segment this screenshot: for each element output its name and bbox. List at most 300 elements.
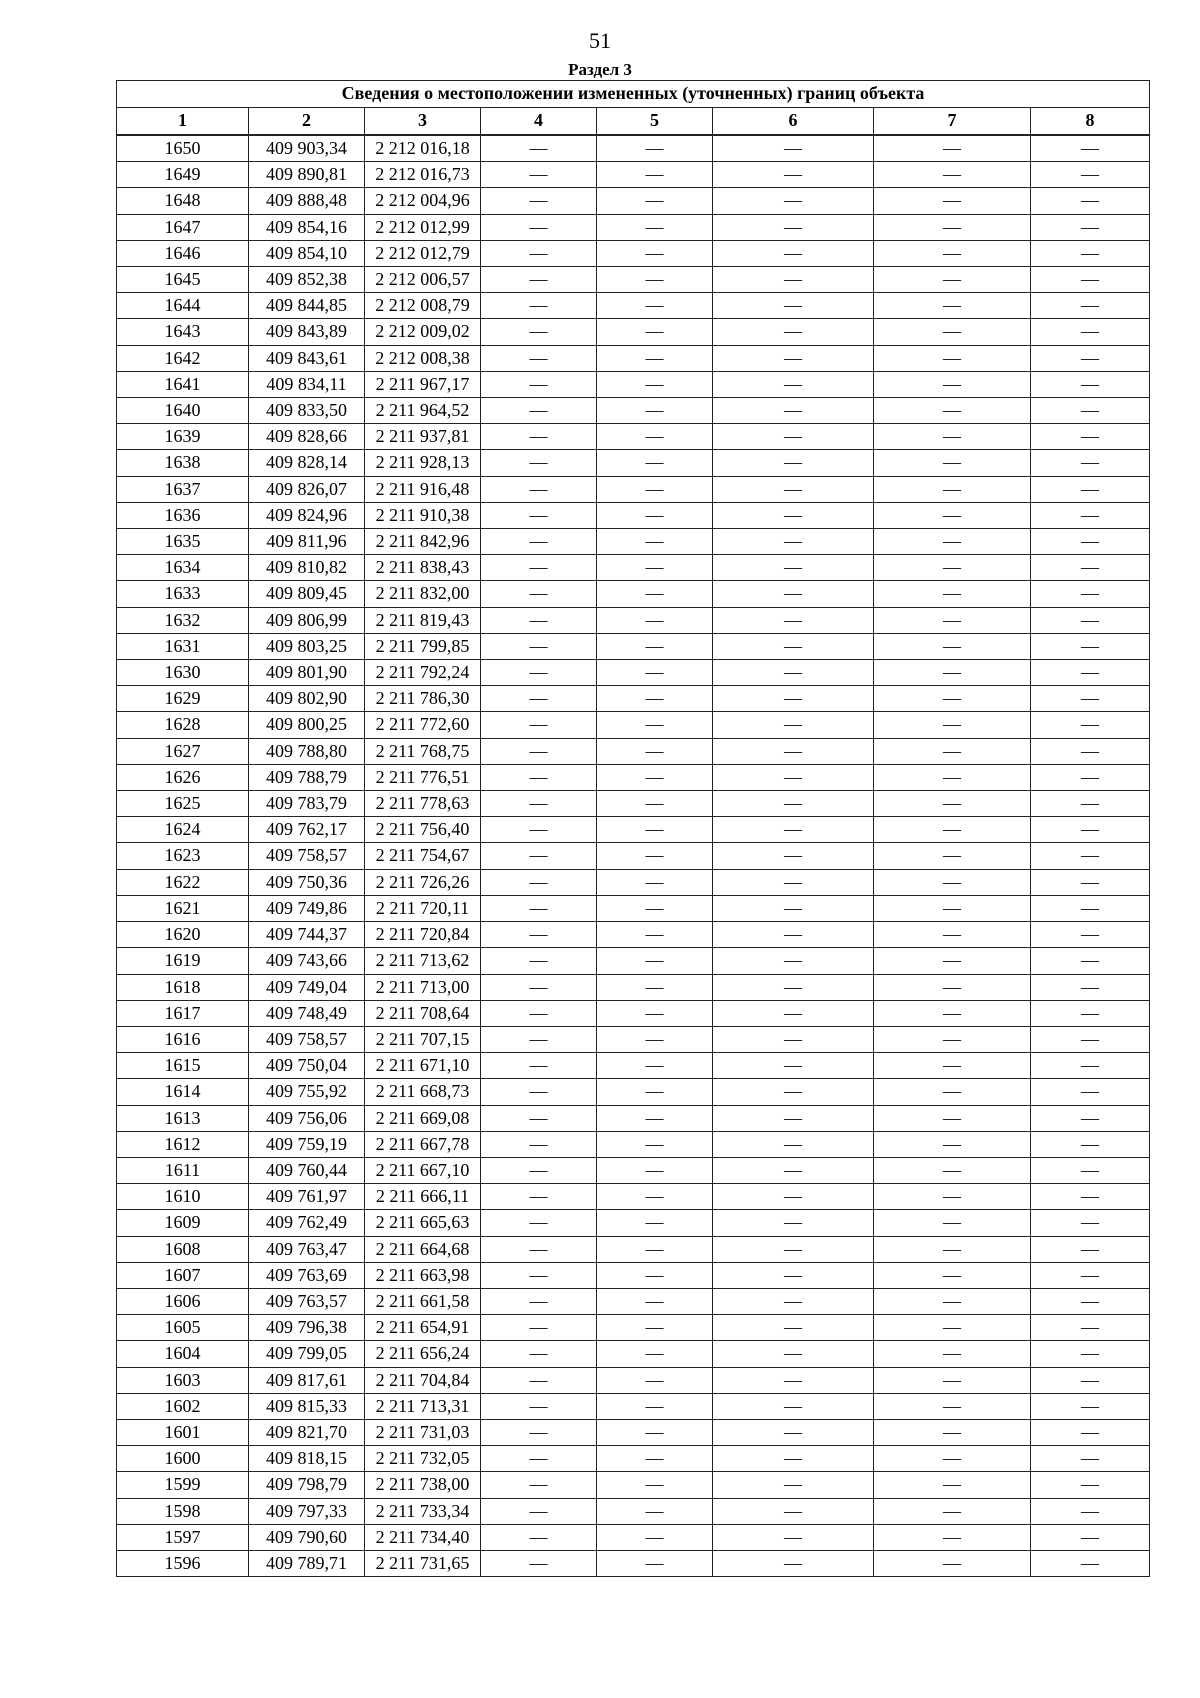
y-coordinate-cell: 2 211 964,52: [365, 398, 481, 424]
table-row: [117, 974, 1150, 1000]
empty-value-cell: —: [481, 791, 597, 817]
empty-value-cell: —: [597, 476, 713, 502]
empty-value-cell: —: [1031, 764, 1150, 790]
empty-value-cell: —: [874, 529, 1031, 555]
empty-value-cell: —: [481, 1157, 597, 1183]
y-coordinate-cell: 2 211 842,96: [365, 529, 481, 555]
empty-value-cell: —: [597, 162, 713, 188]
y-coordinate-cell: 2 211 708,64: [365, 1000, 481, 1026]
empty-value-cell: —: [597, 293, 713, 319]
empty-value-cell: —: [1031, 555, 1150, 581]
empty-value-cell: —: [874, 1341, 1031, 1367]
empty-value-cell: —: [597, 1524, 713, 1550]
empty-value-cell: —: [713, 1498, 874, 1524]
point-number-cell: 1634: [117, 555, 249, 581]
empty-value-cell: —: [874, 1079, 1031, 1105]
table-row: [117, 502, 1150, 528]
empty-value-cell: —: [874, 948, 1031, 974]
empty-value-cell: —: [597, 791, 713, 817]
y-coordinate-cell: 2 211 734,40: [365, 1524, 481, 1550]
y-coordinate-cell: 2 211 668,73: [365, 1079, 481, 1105]
empty-value-cell: —: [597, 1184, 713, 1210]
empty-value-cell: —: [1031, 529, 1150, 555]
empty-value-cell: —: [713, 1131, 874, 1157]
y-coordinate-cell: 2 211 928,13: [365, 450, 481, 476]
y-coordinate-cell: 2 211 754,67: [365, 843, 481, 869]
y-coordinate-cell: 2 211 726,26: [365, 869, 481, 895]
point-number-cell: 1624: [117, 817, 249, 843]
x-coordinate-cell: 409 750,04: [249, 1053, 365, 1079]
empty-value-cell: —: [1031, 817, 1150, 843]
point-number-cell: 1636: [117, 502, 249, 528]
x-coordinate-cell: 409 890,81: [249, 162, 365, 188]
x-coordinate-cell: 409 749,86: [249, 895, 365, 921]
empty-value-cell: —: [597, 895, 713, 921]
point-number-cell: 1627: [117, 738, 249, 764]
empty-value-cell: —: [597, 398, 713, 424]
point-number-cell: 1605: [117, 1315, 249, 1341]
column-header: 8: [1031, 108, 1150, 136]
empty-value-cell: —: [874, 922, 1031, 948]
table-row: [117, 1367, 1150, 1393]
table-row: [117, 1157, 1150, 1183]
point-number-cell: 1631: [117, 633, 249, 659]
y-coordinate-cell: 2 211 731,65: [365, 1550, 481, 1576]
table-body: [117, 135, 1150, 1577]
point-number-cell: 1602: [117, 1393, 249, 1419]
empty-value-cell: —: [597, 974, 713, 1000]
empty-value-cell: —: [874, 1131, 1031, 1157]
empty-value-cell: —: [597, 1262, 713, 1288]
column-header: 2: [249, 108, 365, 136]
point-number-cell: 1596: [117, 1550, 249, 1576]
point-number-cell: 1647: [117, 214, 249, 240]
empty-value-cell: —: [481, 1105, 597, 1131]
x-coordinate-cell: 409 762,17: [249, 817, 365, 843]
empty-value-cell: —: [597, 1157, 713, 1183]
point-number-cell: 1617: [117, 1000, 249, 1026]
empty-value-cell: —: [1031, 712, 1150, 738]
x-coordinate-cell: 409 815,33: [249, 1393, 365, 1419]
empty-value-cell: —: [1031, 1079, 1150, 1105]
empty-value-cell: —: [713, 319, 874, 345]
y-coordinate-cell: 2 211 666,11: [365, 1184, 481, 1210]
point-number-cell: 1649: [117, 162, 249, 188]
point-number-cell: 1633: [117, 581, 249, 607]
table-row: [117, 922, 1150, 948]
empty-value-cell: —: [713, 712, 874, 738]
empty-value-cell: —: [713, 162, 874, 188]
x-coordinate-cell: 409 828,66: [249, 424, 365, 450]
empty-value-cell: —: [713, 1053, 874, 1079]
empty-value-cell: —: [874, 1550, 1031, 1576]
empty-value-cell: —: [597, 1341, 713, 1367]
y-coordinate-cell: 2 211 756,40: [365, 817, 481, 843]
empty-value-cell: —: [713, 1393, 874, 1419]
table-row: [117, 843, 1150, 869]
x-coordinate-cell: 409 852,38: [249, 267, 365, 293]
table-row: [117, 450, 1150, 476]
x-coordinate-cell: 409 797,33: [249, 1498, 365, 1524]
empty-value-cell: —: [481, 607, 597, 633]
empty-value-cell: —: [481, 633, 597, 659]
point-number-cell: 1601: [117, 1419, 249, 1445]
empty-value-cell: —: [874, 581, 1031, 607]
x-coordinate-cell: 409 844,85: [249, 293, 365, 319]
empty-value-cell: —: [713, 1419, 874, 1445]
table-row: [117, 162, 1150, 188]
empty-value-cell: —: [1031, 869, 1150, 895]
x-coordinate-cell: 409 843,61: [249, 345, 365, 371]
empty-value-cell: —: [713, 869, 874, 895]
y-coordinate-cell: 2 212 008,79: [365, 293, 481, 319]
empty-value-cell: —: [1031, 450, 1150, 476]
point-number-cell: 1642: [117, 345, 249, 371]
empty-value-cell: —: [874, 1000, 1031, 1026]
empty-value-cell: —: [874, 162, 1031, 188]
x-coordinate-cell: 409 759,19: [249, 1131, 365, 1157]
table-row: [117, 764, 1150, 790]
empty-value-cell: —: [713, 345, 874, 371]
y-coordinate-cell: 2 211 669,08: [365, 1105, 481, 1131]
x-coordinate-cell: 409 817,61: [249, 1367, 365, 1393]
table-row: [117, 895, 1150, 921]
empty-value-cell: —: [1031, 843, 1150, 869]
empty-value-cell: —: [597, 424, 713, 450]
point-number-cell: 1630: [117, 660, 249, 686]
x-coordinate-cell: 409 760,44: [249, 1157, 365, 1183]
empty-value-cell: —: [481, 555, 597, 581]
x-coordinate-cell: 409 801,90: [249, 660, 365, 686]
empty-value-cell: —: [481, 529, 597, 555]
empty-value-cell: —: [597, 1446, 713, 1472]
table-row: [117, 1315, 1150, 1341]
empty-value-cell: —: [1031, 1210, 1150, 1236]
empty-value-cell: —: [713, 1315, 874, 1341]
empty-value-cell: —: [481, 1550, 597, 1576]
empty-value-cell: —: [481, 214, 597, 240]
y-coordinate-cell: 2 212 016,18: [365, 135, 481, 162]
table-row: [117, 1184, 1150, 1210]
empty-value-cell: —: [874, 214, 1031, 240]
y-coordinate-cell: 2 211 667,78: [365, 1131, 481, 1157]
table-title: Сведения о местоположении измененных (уточненных) границ объекта: [117, 81, 1150, 108]
point-number-cell: 1615: [117, 1053, 249, 1079]
y-coordinate-cell: 2 211 707,15: [365, 1026, 481, 1052]
empty-value-cell: —: [481, 686, 597, 712]
empty-value-cell: —: [874, 660, 1031, 686]
empty-value-cell: —: [597, 1236, 713, 1262]
empty-value-cell: —: [874, 1446, 1031, 1472]
x-coordinate-cell: 409 744,37: [249, 922, 365, 948]
column-header: 1: [117, 108, 249, 136]
empty-value-cell: —: [713, 371, 874, 397]
empty-value-cell: —: [713, 607, 874, 633]
empty-value-cell: —: [874, 1288, 1031, 1314]
x-coordinate-cell: 409 763,69: [249, 1262, 365, 1288]
empty-value-cell: —: [597, 607, 713, 633]
x-coordinate-cell: 409 750,36: [249, 869, 365, 895]
empty-value-cell: —: [481, 162, 597, 188]
empty-value-cell: —: [1031, 188, 1150, 214]
x-coordinate-cell: 409 903,34: [249, 135, 365, 162]
empty-value-cell: —: [597, 1367, 713, 1393]
table-row: [117, 1288, 1150, 1314]
point-number-cell: 1620: [117, 922, 249, 948]
empty-value-cell: —: [874, 1524, 1031, 1550]
table-row: [117, 1419, 1150, 1445]
empty-value-cell: —: [713, 267, 874, 293]
empty-value-cell: —: [713, 502, 874, 528]
y-coordinate-cell: 2 211 713,00: [365, 974, 481, 1000]
point-number-cell: 1632: [117, 607, 249, 633]
empty-value-cell: —: [1031, 686, 1150, 712]
empty-value-cell: —: [1031, 135, 1150, 162]
point-number-cell: 1644: [117, 293, 249, 319]
empty-value-cell: —: [713, 188, 874, 214]
empty-value-cell: —: [874, 1026, 1031, 1052]
point-number-cell: 1613: [117, 1105, 249, 1131]
x-coordinate-cell: 409 788,79: [249, 764, 365, 790]
x-coordinate-cell: 409 809,45: [249, 581, 365, 607]
empty-value-cell: —: [874, 398, 1031, 424]
table-row: [117, 1210, 1150, 1236]
empty-value-cell: —: [597, 1105, 713, 1131]
empty-value-cell: —: [1031, 214, 1150, 240]
empty-value-cell: —: [874, 974, 1031, 1000]
point-number-cell: 1597: [117, 1524, 249, 1550]
empty-value-cell: —: [597, 1498, 713, 1524]
empty-value-cell: —: [713, 450, 874, 476]
point-number-cell: 1603: [117, 1367, 249, 1393]
y-coordinate-cell: 2 212 004,96: [365, 188, 481, 214]
empty-value-cell: —: [597, 135, 713, 162]
empty-value-cell: —: [713, 1524, 874, 1550]
y-coordinate-cell: 2 211 967,17: [365, 371, 481, 397]
empty-value-cell: —: [597, 1079, 713, 1105]
empty-value-cell: —: [597, 1393, 713, 1419]
y-coordinate-cell: 2 211 778,63: [365, 791, 481, 817]
table-row: [117, 660, 1150, 686]
table-row: [117, 476, 1150, 502]
empty-value-cell: —: [1031, 948, 1150, 974]
point-number-cell: 1629: [117, 686, 249, 712]
empty-value-cell: —: [597, 450, 713, 476]
y-coordinate-cell: 2 211 667,10: [365, 1157, 481, 1183]
y-coordinate-cell: 2 212 016,73: [365, 162, 481, 188]
table-row: [117, 1393, 1150, 1419]
table-row: [117, 1131, 1150, 1157]
table-row: [117, 1472, 1150, 1498]
empty-value-cell: —: [481, 895, 597, 921]
point-number-cell: 1608: [117, 1236, 249, 1262]
empty-value-cell: —: [874, 135, 1031, 162]
point-number-cell: 1600: [117, 1446, 249, 1472]
column-header: 6: [713, 108, 874, 136]
empty-value-cell: —: [481, 922, 597, 948]
table-row: [117, 398, 1150, 424]
table-row: [117, 135, 1150, 162]
empty-value-cell: —: [1031, 738, 1150, 764]
empty-value-cell: —: [874, 1236, 1031, 1262]
empty-value-cell: —: [874, 1105, 1031, 1131]
empty-value-cell: —: [597, 214, 713, 240]
y-coordinate-cell: 2 211 768,75: [365, 738, 481, 764]
table-row: [117, 529, 1150, 555]
point-number-cell: 1638: [117, 450, 249, 476]
y-coordinate-cell: 2 211 733,34: [365, 1498, 481, 1524]
empty-value-cell: —: [874, 1419, 1031, 1445]
empty-value-cell: —: [481, 1131, 597, 1157]
empty-value-cell: —: [597, 712, 713, 738]
empty-value-cell: —: [874, 738, 1031, 764]
empty-value-cell: —: [1031, 424, 1150, 450]
empty-value-cell: —: [713, 1550, 874, 1576]
x-coordinate-cell: 409 762,49: [249, 1210, 365, 1236]
point-number-cell: 1623: [117, 843, 249, 869]
point-number-cell: 1643: [117, 319, 249, 345]
point-number-cell: 1616: [117, 1026, 249, 1052]
empty-value-cell: —: [481, 502, 597, 528]
point-number-cell: 1598: [117, 1498, 249, 1524]
empty-value-cell: —: [713, 1446, 874, 1472]
empty-value-cell: —: [481, 424, 597, 450]
empty-value-cell: —: [1031, 293, 1150, 319]
point-number-cell: 1650: [117, 135, 249, 162]
empty-value-cell: —: [874, 555, 1031, 581]
column-header: 5: [597, 108, 713, 136]
y-coordinate-cell: 2 211 776,51: [365, 764, 481, 790]
x-coordinate-cell: 409 803,25: [249, 633, 365, 659]
empty-value-cell: —: [481, 1524, 597, 1550]
x-coordinate-cell: 409 789,71: [249, 1550, 365, 1576]
empty-value-cell: —: [874, 267, 1031, 293]
table-row: [117, 240, 1150, 266]
empty-value-cell: —: [1031, 791, 1150, 817]
y-coordinate-cell: 2 212 012,79: [365, 240, 481, 266]
x-coordinate-cell: 409 756,06: [249, 1105, 365, 1131]
empty-value-cell: —: [874, 450, 1031, 476]
empty-value-cell: —: [874, 293, 1031, 319]
empty-value-cell: —: [1031, 267, 1150, 293]
table-row: [117, 267, 1150, 293]
empty-value-cell: —: [597, 1288, 713, 1314]
y-coordinate-cell: 2 211 713,62: [365, 948, 481, 974]
x-coordinate-cell: 409 743,66: [249, 948, 365, 974]
empty-value-cell: —: [713, 948, 874, 974]
empty-value-cell: —: [597, 764, 713, 790]
table-row: [117, 712, 1150, 738]
empty-value-cell: —: [874, 1053, 1031, 1079]
x-coordinate-cell: 409 854,16: [249, 214, 365, 240]
empty-value-cell: —: [713, 1472, 874, 1498]
empty-value-cell: —: [597, 345, 713, 371]
empty-value-cell: —: [597, 267, 713, 293]
empty-value-cell: —: [1031, 319, 1150, 345]
y-coordinate-cell: 2 211 654,91: [365, 1315, 481, 1341]
empty-value-cell: —: [597, 529, 713, 555]
table-row: [117, 1524, 1150, 1550]
empty-value-cell: —: [713, 633, 874, 659]
y-coordinate-cell: 2 211 786,30: [365, 686, 481, 712]
x-coordinate-cell: 409 755,92: [249, 1079, 365, 1105]
x-coordinate-cell: 409 763,47: [249, 1236, 365, 1262]
empty-value-cell: —: [713, 1367, 874, 1393]
empty-value-cell: —: [713, 555, 874, 581]
empty-value-cell: —: [481, 135, 597, 162]
y-coordinate-cell: 2 212 009,02: [365, 319, 481, 345]
table-row: [117, 869, 1150, 895]
empty-value-cell: —: [481, 1210, 597, 1236]
empty-value-cell: —: [1031, 660, 1150, 686]
table-row: [117, 1079, 1150, 1105]
page-number: 51: [589, 28, 611, 53]
empty-value-cell: —: [481, 1472, 597, 1498]
empty-value-cell: —: [874, 188, 1031, 214]
x-coordinate-cell: 409 758,57: [249, 1026, 365, 1052]
point-number-cell: 1626: [117, 764, 249, 790]
table-row: [117, 1105, 1150, 1131]
empty-value-cell: —: [481, 1498, 597, 1524]
empty-value-cell: —: [874, 1315, 1031, 1341]
y-coordinate-cell: 2 211 910,38: [365, 502, 481, 528]
point-number-cell: 1619: [117, 948, 249, 974]
empty-value-cell: —: [1031, 1550, 1150, 1576]
empty-value-cell: —: [874, 1367, 1031, 1393]
empty-value-cell: —: [1031, 581, 1150, 607]
empty-value-cell: —: [1031, 1472, 1150, 1498]
x-coordinate-cell: 409 796,38: [249, 1315, 365, 1341]
x-coordinate-cell: 409 800,25: [249, 712, 365, 738]
empty-value-cell: —: [481, 1053, 597, 1079]
x-coordinate-cell: 409 788,80: [249, 738, 365, 764]
empty-value-cell: —: [713, 424, 874, 450]
empty-value-cell: —: [713, 476, 874, 502]
y-coordinate-cell: 2 211 731,03: [365, 1419, 481, 1445]
empty-value-cell: —: [597, 1053, 713, 1079]
empty-value-cell: —: [481, 869, 597, 895]
table-row: [117, 293, 1150, 319]
empty-value-cell: —: [713, 581, 874, 607]
empty-value-cell: —: [481, 1315, 597, 1341]
table-row: [117, 214, 1150, 240]
empty-value-cell: —: [597, 633, 713, 659]
point-number-cell: 1607: [117, 1262, 249, 1288]
point-number-cell: 1635: [117, 529, 249, 555]
point-number-cell: 1645: [117, 267, 249, 293]
point-number-cell: 1628: [117, 712, 249, 738]
empty-value-cell: —: [1031, 1524, 1150, 1550]
empty-value-cell: —: [597, 319, 713, 345]
empty-value-cell: —: [874, 686, 1031, 712]
empty-value-cell: —: [713, 1236, 874, 1262]
empty-value-cell: —: [713, 1288, 874, 1314]
point-number-cell: 1646: [117, 240, 249, 266]
y-coordinate-cell: 2 211 664,68: [365, 1236, 481, 1262]
empty-value-cell: —: [481, 1419, 597, 1445]
empty-value-cell: —: [713, 1105, 874, 1131]
empty-value-cell: —: [874, 1157, 1031, 1183]
empty-value-cell: —: [874, 1393, 1031, 1419]
empty-value-cell: —: [713, 791, 874, 817]
empty-value-cell: —: [1031, 895, 1150, 921]
empty-value-cell: —: [1031, 1105, 1150, 1131]
y-coordinate-cell: 2 211 656,24: [365, 1341, 481, 1367]
table-row: [117, 817, 1150, 843]
empty-value-cell: —: [597, 502, 713, 528]
y-coordinate-cell: 2 211 738,00: [365, 1472, 481, 1498]
empty-value-cell: —: [1031, 1262, 1150, 1288]
